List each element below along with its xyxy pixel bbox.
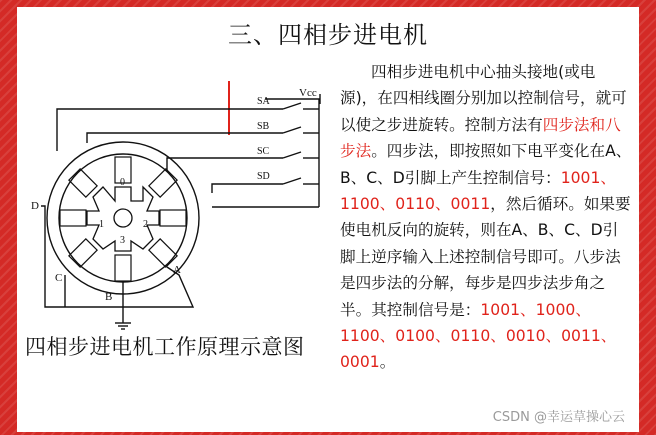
rotor-tooth-1: 1 xyxy=(99,219,104,230)
label-sa: SA xyxy=(257,96,270,107)
rotor-tooth-0: 0 xyxy=(120,177,125,188)
desc-method-highlight: 四步法和八步法 xyxy=(340,115,621,161)
label-phase-a: A xyxy=(173,264,181,276)
desc-part-3: ，然后循环。如果要使电机反向的旋转，则在A、B、C、D引脚上逆序输入上述控制信号即可。八步法是四步法的分解，每步是四步法步角之半。其控制信号是： xyxy=(340,195,631,319)
rotor-tooth-3: 3 xyxy=(120,235,125,246)
description-text xyxy=(340,59,632,376)
page-title: 三、四相步进电机 xyxy=(228,21,428,49)
csdn-watermark: CSDN @幸运草操心云 xyxy=(492,410,625,425)
desc-part-4: 。 xyxy=(379,353,396,372)
desc-part-1: 四相步进电机中心抽头接地(或电源)，在四相线圈分别加以控制信号，就可以使之步进旋转。控制方法有 xyxy=(340,63,627,134)
label-sd: SD xyxy=(257,171,270,182)
label-phase-b: B xyxy=(105,291,113,303)
rotor-tooth-2: 2 xyxy=(143,219,148,230)
lead-d xyxy=(212,184,249,193)
desc-eight-step-signals: 1001、1000、1100、0100、0110、0010、0011、0001 xyxy=(340,300,617,372)
label-sb: SB xyxy=(257,121,270,132)
desc-part-2: 。四步法，即按照如下电平变化在A、B、C、D引脚上产生控制信号： xyxy=(340,142,632,187)
lead-a xyxy=(57,109,249,151)
lead-c xyxy=(167,158,249,171)
lead-b xyxy=(87,133,249,143)
stator-inner xyxy=(59,154,187,282)
wire-a xyxy=(123,267,193,307)
desc-four-step-signals: 1001、1100、0110、0011 xyxy=(340,168,616,214)
stepper-motor-diagram xyxy=(17,75,339,333)
label-vcc: Vcc xyxy=(299,87,317,99)
diagram-caption: 四相步进电机工作原理示意图 xyxy=(25,335,305,359)
label-phase-c: C xyxy=(55,272,63,284)
stator-poles xyxy=(60,157,186,281)
label-phase-d: D xyxy=(31,200,39,212)
label-sc: SC xyxy=(257,146,270,157)
content-panel xyxy=(17,7,639,432)
